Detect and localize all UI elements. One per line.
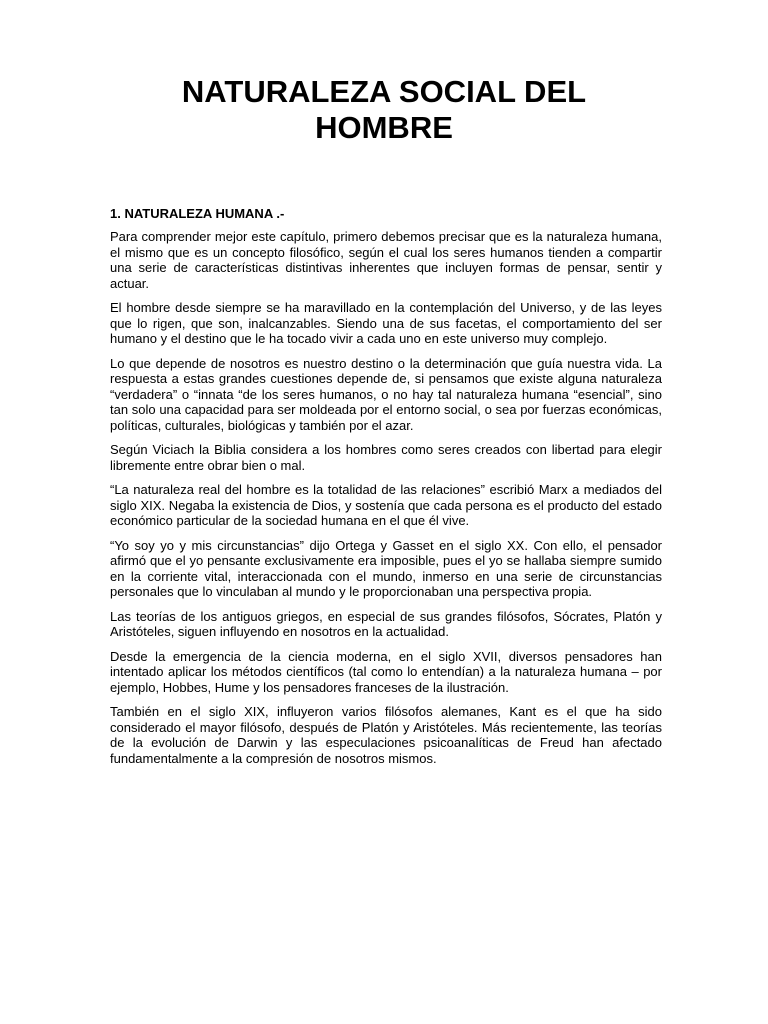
paragraph-2: El hombre desde siempre se ha maravillado en la contemplación del Universo, y de las leyes que lo rigen, que son, inalcanzables. Siendo una de sus facetas, el comportamiento del ser humano y el destino que le ha tocado vivir a cada uno en este universo muy complejo. xyxy=(110,300,662,346)
paragraph-6: “Yo soy yo y mis circunstancias” dijo Ortega y Gasset en el siglo XX. Con ello, el pensador afirmó que el yo pensante exclusivamente era imposible, pues el yo se hallaba siempre sumido en la corriente vital, interaccionada con el mundo, inmerso en una serie de circunstancias personales que lo vinculaban al mundo y le proporcionaban una perspectiva propia. xyxy=(110,537,662,599)
section-heading: 1. NATURALEZA HUMANA .- xyxy=(110,206,285,221)
paragraph-3: Lo que depende de nosotros es nuestro destino o la determinación que guía nuestra vida. La respuesta a estas grandes cuestiones depende de, si pensamos que existe alguna naturaleza “verdadera” o “innata “de los seres humanos, o no hay tal naturaleza humana “esencial”, sino tan solo una capacidad para ser moldeada por el entorno social, o sea por fuerzas económicas, políticas, culturales, biológicas y también por el azar. xyxy=(110,355,662,433)
paragraph-1: Para comprender mejor este capítulo, primero debemos precisar que es la naturaleza humana, el mismo que es un concepto filosófico, según el cual los seres humanos tienden a compartir una serie de características distintivas inherentes que incluyen formas de pensar, sentir y actuar. xyxy=(110,229,662,291)
paragraph-4: Según Viciach la Biblia considera a los hombres como seres creados con libertad para elegir libremente entre obrar bien o mal. xyxy=(110,442,662,473)
paragraph-5: “La naturaleza real del hombre es la totalidad de las relaciones” escribió Marx a mediados del siglo XIX. Negaba la existencia de Dios, y sostenía que cada persona es el producto del estado económico particular de la sociedad humana en el que él vive. xyxy=(110,482,662,528)
title-line-1: NATURALEZA SOCIAL DEL xyxy=(181,74,587,109)
paragraph-9: También en el siglo XIX, influyeron varios filósofos alemanes, Kant es el que ha sido considerado el mayor filósofo, después de Platón y Aristóteles. Más recientemente, las teorías de la evolución de Darwin y las especulaciones psicoanalíticas de Freud han afectado fundamentalmente a la compresión de nosotros mismos. xyxy=(110,704,662,766)
paragraph-7: Las teorías de los antiguos griegos, en especial de sus grandes filósofos, Sócrates, Platón y Aristóteles, siguen influyendo en nosotros en la actualidad. xyxy=(110,608,662,639)
document-title xyxy=(150,74,618,146)
title-line-2: HOMBRE xyxy=(315,110,453,145)
document-body xyxy=(110,206,662,775)
paragraph-8: Desde la emergencia de la ciencia moderna, en el siglo XVII, diversos pensadores han intentado aplicar los métodos científicos (tal como lo entendían) a la naturaleza humana – por ejemplo, Hobbes, Hume y los pensadores franceses de la ilustración. xyxy=(110,648,662,695)
